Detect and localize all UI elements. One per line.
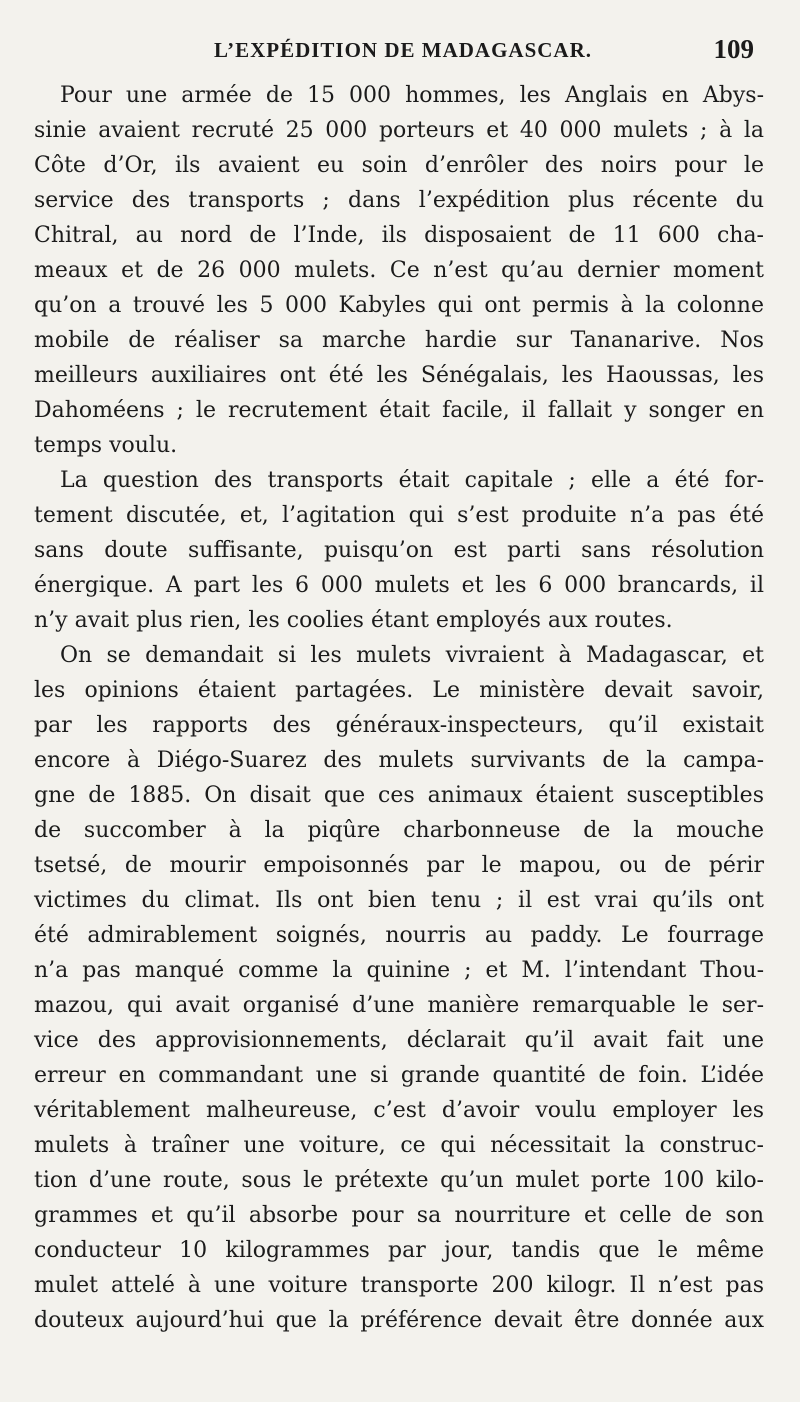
text-line: tsetsé, de mourir empoisonnés par le mapou, ou de périr [34,853,764,878]
text-line: par les rapports des généraux-inspecteurs, qu’il existait [34,713,764,738]
text-line: Côte d’Or, ils avaient eu soin d’enrôler des noirs pour le [34,153,764,178]
text-line: sinie avaient recruté 25 000 porteurs et 40 000 mulets ; à la [34,118,764,143]
text-line: temps voulu. [34,433,178,458]
page-header [34,34,760,70]
text-line: service des transports ; dans l’expédition plus récente du [34,188,764,213]
text-line: mulet attelé à une voiture transporte 200 kilogr. Il n’est pas [34,1273,764,1298]
text-line: vice des approvisionnements, déclarait qu’il avait fait une [34,1028,764,1053]
text-line: victimes du climat. Ils ont bien tenu ; il est vrai qu’ils ont [34,888,764,913]
text-line: Pour une armée de 15 000 hommes, les Anglais en Abys- [60,83,764,108]
body-text [34,78,764,1338]
text-line: sans doute suffisante, puisqu’on est parti sans résolution [34,538,764,563]
text-line: n’y avait plus rien, les coolies étant employés aux routes. [34,608,673,633]
text-line: gne de 1885. On disait que ces animaux étaient susceptibles [34,783,764,808]
text-line: de succomber à la piqûre charbonneuse de la mouche [34,818,764,843]
text-line: La question des transports était capitale ; elle a été for- [60,468,764,493]
text-line: n’a pas manqué comme la quinine ; et M. l’intendant Thou- [34,958,764,983]
text-line: tement discutée, et, l’agitation qui s’est produite n’a pas été [34,503,764,528]
text-line: les opinions étaient partagées. Le ministère devait savoir, [34,678,764,703]
text-line: On se demandait si les mulets vivraient à Madagascar, et [60,643,764,668]
text-line: meilleurs auxiliaires ont été les Sénégalais, les Haoussas, les [34,363,764,388]
text-line: mobile de réaliser sa marche hardie sur Tananarive. Nos [34,328,764,353]
text-line: encore à Diégo-Suarez des mulets survivants de la campa- [34,748,764,773]
text-line: Dahoméens ; le recrutement était facile, il fallait y songer en [34,398,764,423]
text-line: Chitral, au nord de l’Inde, ils disposaient de 11 600 cha- [34,223,764,248]
text-line: tion d’une route, sous le prétexte qu’un mulet porte 100 kilo- [34,1168,764,1193]
text-line: mazou, qui avait organisé d’une manière remarquable le ser- [34,993,764,1018]
text-line: douteux aujourd’hui que la préférence devait être donnée aux [34,1308,764,1333]
text-line: conducteur 10 kilogrammes par jour, tandis que le même [34,1238,764,1263]
text-line: mulets à traîner une voiture, ce qui nécessitait la construc- [34,1133,764,1158]
text-line: énergique. A part les 6 000 mulets et les 6 000 brancards, il [34,573,764,598]
text-line: qu’on a trouvé les 5 000 Kabyles qui ont permis à la colonne [34,293,764,318]
text-line: meaux et de 26 000 mulets. Ce n’est qu’au dernier moment [34,258,764,283]
page-number: 109 [713,34,754,64]
running-title: L’EXPÉDITION DE MADAGASCAR. [214,38,593,62]
text-line: été admirablement soignés, nourris au paddy. Le fourrage [34,923,764,948]
text-line: véritablement malheureuse, c’est d’avoir voulu employer les [34,1098,764,1123]
text-line: erreur en commandant une si grande quantité de foin. L’idée [34,1063,764,1088]
text-line: grammes et qu’il absorbe pour sa nourriture et celle de son [34,1203,764,1228]
